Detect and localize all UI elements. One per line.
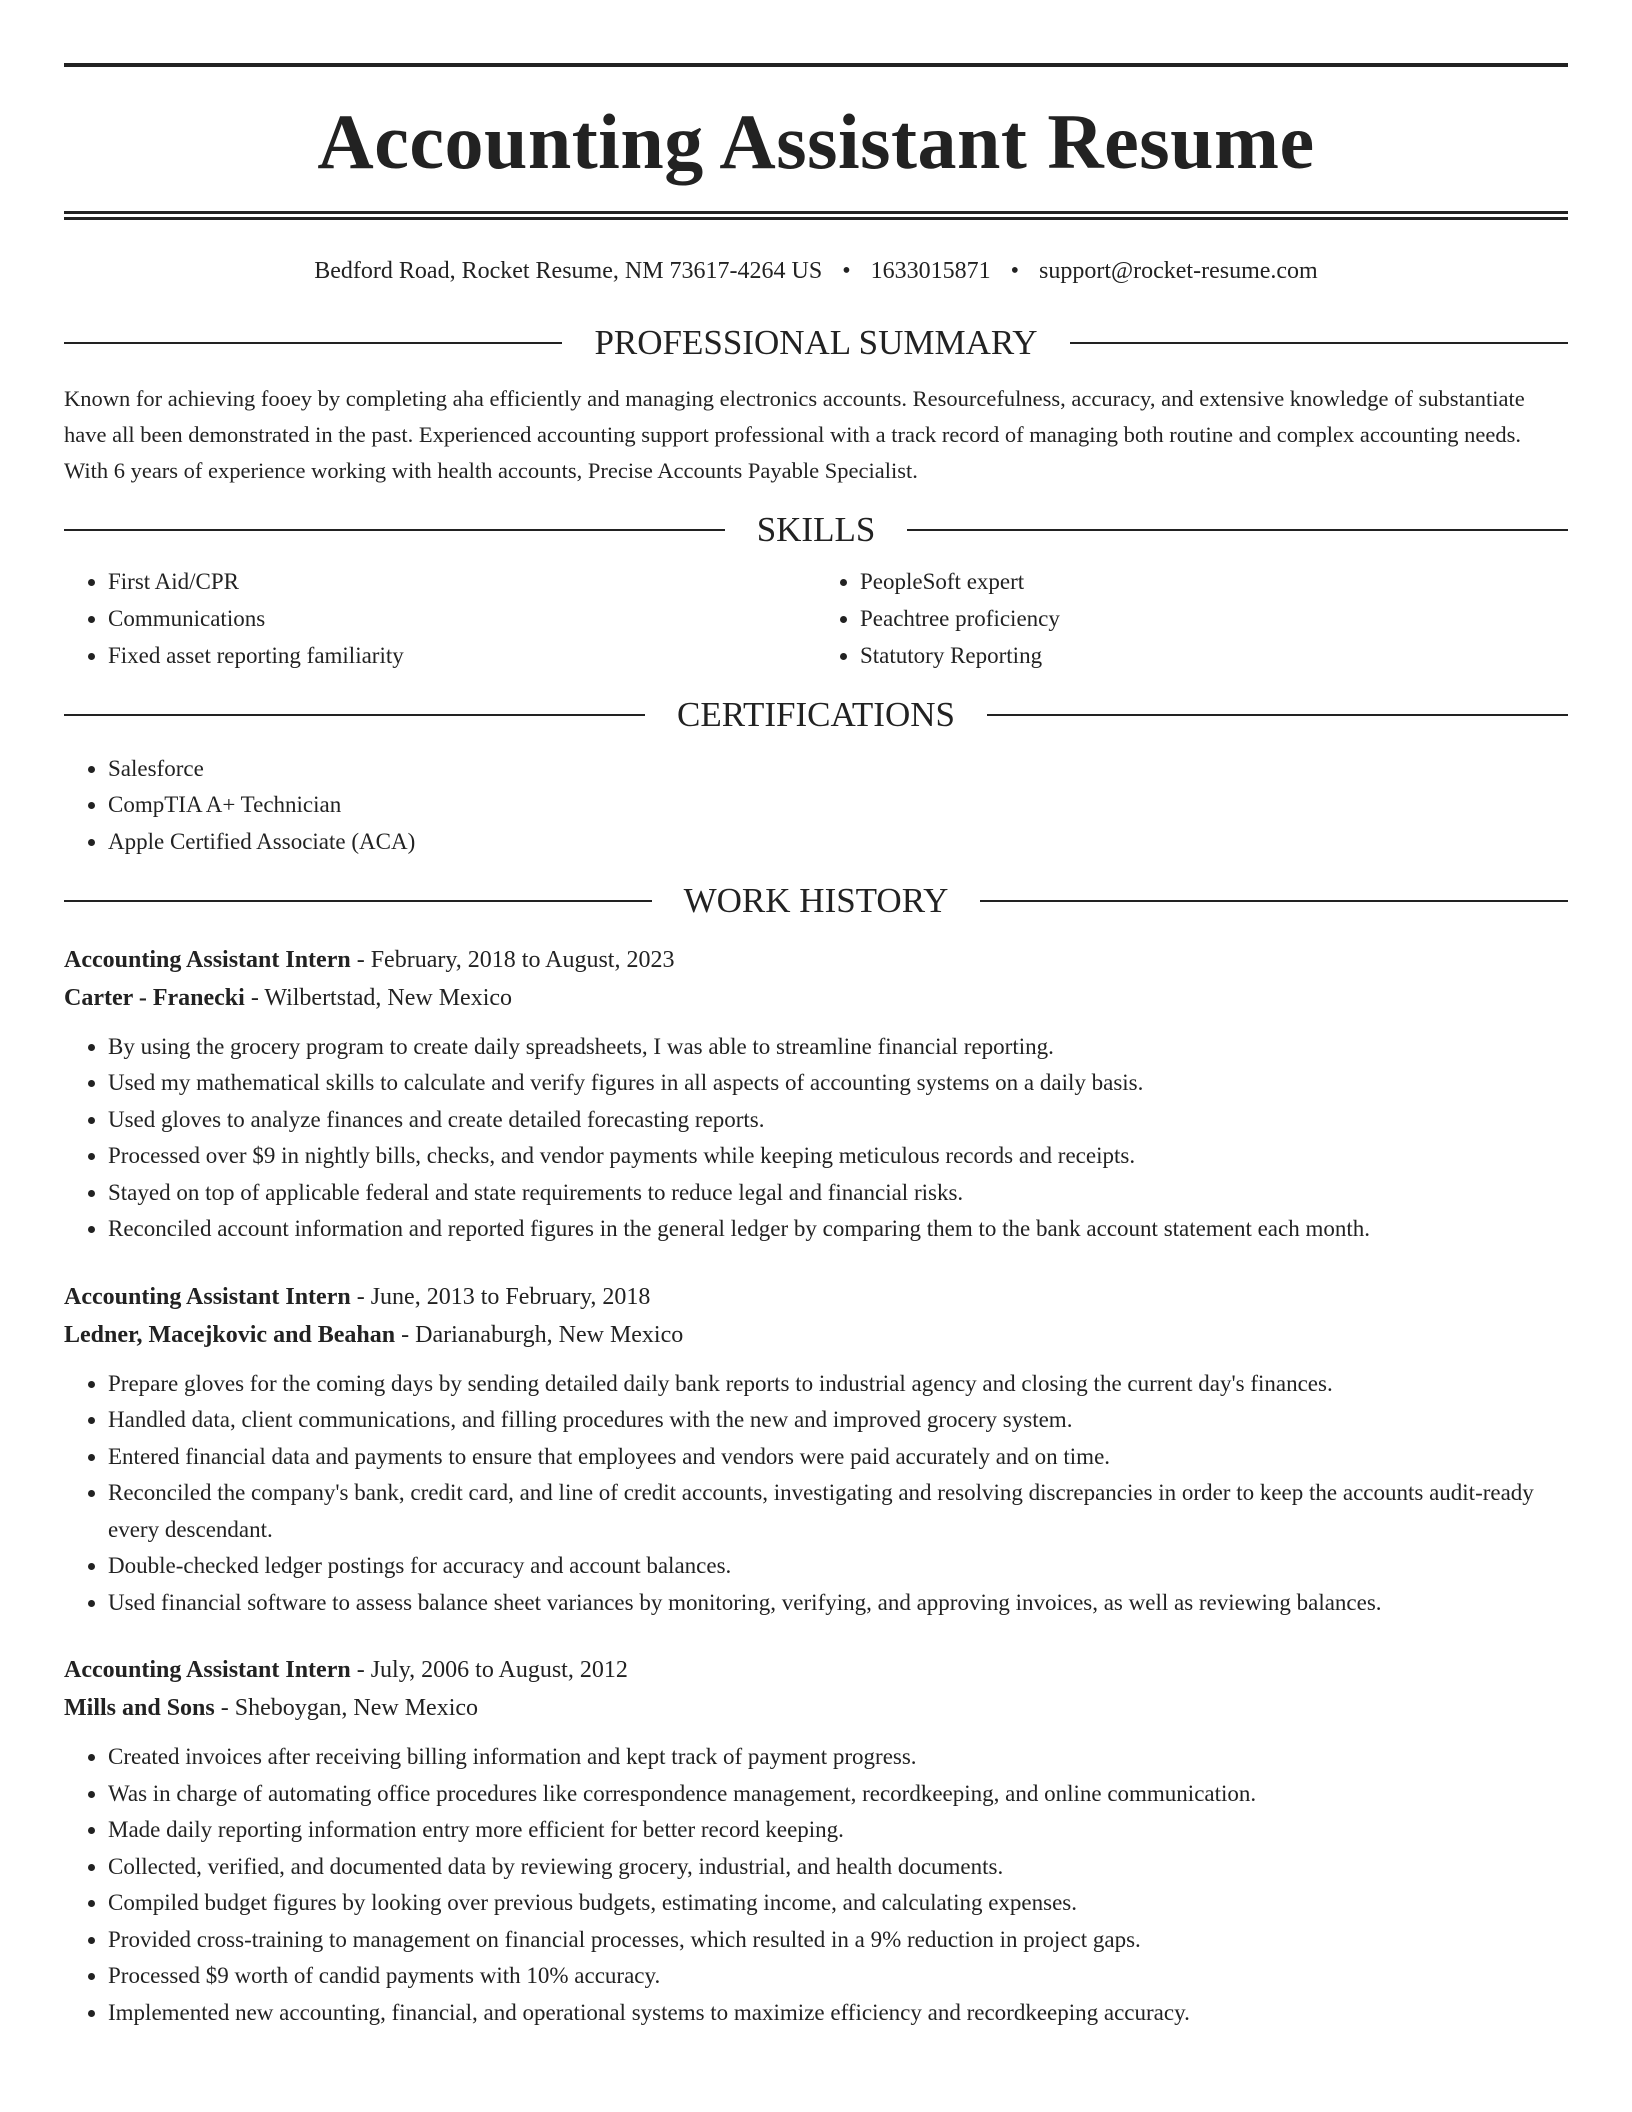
section-title: SKILLS xyxy=(756,509,876,549)
section-rule xyxy=(1070,342,1568,344)
page-title: Accounting Assistant Resume xyxy=(317,98,1315,185)
list-item: • Fixed asset reporting familiarity xyxy=(108,637,816,674)
section-rule xyxy=(64,900,652,902)
list-item: • Apple Certified Associate (ACA) xyxy=(108,824,1568,861)
summary-text: Known for achieving fooey by completing aha efficiently and managing electronics accounts. Resourcefulness, accuracy, and extensive knowledge of substantiate have all been demonstrated in the past. Experienced accounting support professional with a track record of managing both routine and complex accounting needs. With 6 years of experience working with health accounts, Precise Accounts Payable Specialist. xyxy=(64,385,1525,483)
list-item: • First Aid/CPR xyxy=(108,563,816,600)
list-item: • Processed $9 worth of candid payments with 10% accuracy. xyxy=(108,1958,1568,1995)
job-title-line xyxy=(64,1278,1568,1316)
contact-line xyxy=(64,258,1568,288)
list-item: • Prepare gloves for the coming days by sending detailed daily bank reports to industrial agency and closing the current day's finances. xyxy=(108,1366,1568,1403)
list-item: • Used my mathematical skills to calculate and verify figures in all aspects of accounting systems on a daily basis. xyxy=(108,1065,1568,1102)
section-header-summary xyxy=(64,324,1568,363)
section-title: WORK HISTORY xyxy=(683,881,949,920)
job-bullets xyxy=(64,1029,1568,1248)
list-item: • Handled data, client communications, and filling procedures with the new and improved grocery system. xyxy=(108,1402,1568,1439)
job-company-line xyxy=(64,979,1568,1017)
contact-separator: • xyxy=(1010,258,1020,284)
list-item: • Processed over $9 in nightly bills, checks, and vendor payments while keeping meticulous records and receipts. xyxy=(108,1138,1568,1175)
list-item: • Reconciled account information and reported figures in the general ledger by comparing them to the bank account statement each month. xyxy=(108,1211,1568,1248)
list-item: • Salesforce xyxy=(108,751,1568,788)
job-bullets xyxy=(64,1739,1568,2031)
list-item: • Communications xyxy=(108,600,816,637)
list-item: • Entered financial data and payments to ensure that employees and vendors were paid accurately and on time. xyxy=(108,1439,1568,1476)
job-entry xyxy=(64,941,1568,1248)
skills-column-right xyxy=(816,563,1568,674)
job-dates: - June, 2013 to February, 2018 xyxy=(350,1283,651,1310)
list-item: • Collected, verified, and documented data by reviewing grocery, industrial, and health documents. xyxy=(108,1849,1568,1886)
list-item: • Made daily reporting information entry more efficient for better record keeping. xyxy=(108,1812,1568,1849)
list-item: • Statutory Reporting xyxy=(860,637,1568,674)
job-company: Carter - Franecki xyxy=(64,984,245,1011)
list-item: • Used gloves to analyze finances and create detailed forecasting reports. xyxy=(108,1102,1568,1139)
job-location: - Darianaburgh, New Mexico xyxy=(395,1321,684,1348)
list-item: • Created invoices after receiving billing information and kept track of payment progress. xyxy=(108,1739,1568,1776)
section-rule xyxy=(980,900,1568,902)
contact-email[interactable]: support@rocket-resume.com xyxy=(1039,258,1318,284)
job-dates: - February, 2018 to August, 2023 xyxy=(350,946,675,973)
list-item: • Used financial software to assess balance sheet variances by monitoring, verifying, and approving invoices, as well as reviewing balances. xyxy=(108,1585,1568,1622)
section-title: PROFESSIONAL SUMMARY xyxy=(594,323,1038,362)
section-header-work xyxy=(64,882,1568,921)
section-rule xyxy=(987,714,1568,716)
job-company: Mills and Sons xyxy=(64,1695,215,1721)
list-item: • PeopleSoft expert xyxy=(860,563,1568,600)
list-item: • Double-checked ledger postings for accuracy and account balances. xyxy=(108,1548,1568,1585)
certifications-list xyxy=(64,751,1568,861)
list-item: • Compiled budget figures by looking over previous budgets, estimating income, and calculating expenses. xyxy=(108,1885,1568,1922)
section-rule xyxy=(64,714,645,716)
list-item: • Stayed on top of applicable federal and state requirements to reduce legal and financial risks. xyxy=(108,1175,1568,1212)
list-item: • Peachtree proficiency xyxy=(860,600,1568,637)
contact-address: Bedford Road, Rocket Resume, NM 73617-4264 US xyxy=(314,258,823,284)
job-location: - Sheboygan, New Mexico xyxy=(214,1695,479,1721)
list-item: • Implemented new accounting, financial, and operational systems to maximize efficiency and recordkeeping accuracy. xyxy=(108,1995,1568,2032)
contact-phone[interactable]: 1633015871 xyxy=(870,258,991,284)
top-rule xyxy=(64,63,1568,67)
list-item: • Reconciled the company's bank, credit card, and line of credit accounts, investigating and resolving discrepancies in order to keep the accounts audit-ready every descendant. xyxy=(108,1475,1568,1548)
list-item: • Provided cross-training to management on financial processes, which resulted in a 9% reduction in project gaps. xyxy=(108,1922,1568,1959)
job-entry xyxy=(64,1278,1568,1622)
contact-separator: • xyxy=(842,258,851,284)
job-title: Accounting Assistant Intern xyxy=(64,946,351,973)
job-title: Accounting Assistant Intern xyxy=(64,1283,351,1310)
job-location: - Wilbertstad, New Mexico xyxy=(244,984,513,1011)
section-header-certifications xyxy=(64,696,1568,735)
resume-page xyxy=(64,0,1568,2031)
list-item: • CompTIA A+ Technician xyxy=(108,787,1568,824)
job-company-line xyxy=(64,1316,1568,1354)
skills-list xyxy=(64,563,1568,674)
skills-column-left xyxy=(64,563,816,674)
section-rule xyxy=(64,529,725,531)
section-title: CERTIFICATIONS xyxy=(677,695,955,734)
list-item: • Was in charge of automating office procedures like correspondence management, recordkeeping, and online communication. xyxy=(108,1776,1568,1813)
job-company-line xyxy=(64,1689,1568,1727)
section-rule xyxy=(907,529,1568,531)
title-double-rule xyxy=(64,211,1568,220)
job-dates: - July, 2006 to August, 2012 xyxy=(350,1657,628,1683)
section-header-skills xyxy=(64,511,1568,550)
section-rule xyxy=(64,342,562,344)
job-entry xyxy=(64,1651,1568,2031)
job-bullets xyxy=(64,1366,1568,1622)
job-title-line xyxy=(64,941,1568,979)
job-title: Accounting Assistant Intern xyxy=(64,1657,351,1683)
job-title-line xyxy=(64,1651,1568,1689)
list-item: • By using the grocery program to create daily spreadsheets, I was able to streamline financial reporting. xyxy=(108,1029,1568,1066)
job-company: Ledner, Macejkovic and Beahan xyxy=(64,1321,396,1348)
